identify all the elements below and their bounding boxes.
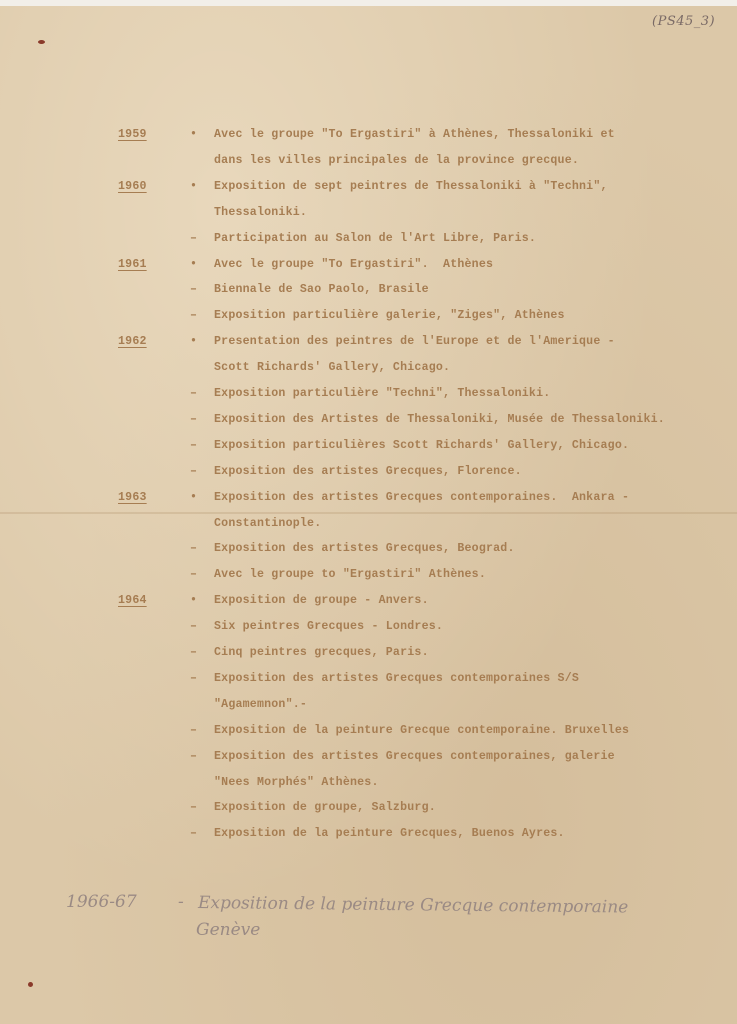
reference-code: (PS45_3)	[652, 14, 716, 29]
bullet-mark: •	[190, 335, 198, 349]
bullet-mark: •	[190, 257, 198, 271]
dash-mark: –	[190, 801, 198, 815]
dash-mark: –	[190, 671, 198, 685]
dash-mark: –	[190, 620, 198, 634]
entry-text-line: Constantinople.	[214, 516, 322, 530]
dash-mark: –	[190, 723, 198, 737]
dash-mark: –	[190, 646, 198, 659]
entry-text-line: "Agamemnon".-	[214, 697, 308, 711]
entry-text-line: Exposition de sept peintres de Thessaloniki à "Techni",	[214, 179, 608, 193]
entry-text-line: Biennale de Sao Paolo, Brasile	[214, 283, 429, 297]
scan-border	[0, 0, 737, 6]
year-label: 1964	[118, 594, 147, 608]
handwritten-year: 1966-67	[66, 892, 137, 912]
bullet-mark: •	[190, 128, 198, 141]
entry-text-line: dans les villes principales de la province grecque.	[214, 153, 580, 167]
dash-mark: –	[190, 827, 198, 841]
year-label: 1959	[118, 128, 147, 141]
entry-text-line: Scott Richards' Gallery, Chicago.	[214, 361, 451, 375]
dash-mark: –	[190, 464, 198, 478]
entry-text-line: Cinq peintres grecques, Paris.	[214, 646, 429, 659]
ink-speck	[38, 40, 45, 44]
entry-text-line: Exposition particulières Scott Richards' Gallery, Chicago.	[214, 438, 630, 452]
entry-text-line: "Nees Morphés" Athènes.	[214, 775, 379, 789]
dash-mark: –	[190, 438, 198, 452]
entry-text-line: Exposition des artistes Grecques contemporaines. Ankara -	[214, 490, 630, 504]
bullet-mark: •	[190, 594, 198, 608]
entry-text-line: Avec le groupe "To Ergastiri". Athènes	[214, 257, 494, 271]
entry-text-line: Exposition des artistes Grecques, Florence.	[214, 464, 522, 478]
entry-text-line: Exposition des artistes Grecques contemporaines, galerie	[214, 749, 615, 763]
bullet-mark: •	[190, 490, 198, 504]
dash-mark: –	[190, 412, 198, 426]
year-label: 1960	[118, 179, 147, 193]
entry-text-line: Avec le groupe "To Ergastiri" à Athènes, Thessaloniki et	[214, 128, 615, 141]
handwritten-dash: -	[178, 892, 184, 912]
entry-text-line: Participation au Salon de l'Art Libre, Paris.	[214, 231, 537, 245]
dash-mark: –	[190, 283, 198, 297]
handwritten-line-2: Genève	[196, 920, 261, 940]
year-label: 1962	[118, 335, 147, 349]
entry-text-line: Exposition particulière "Techni", Thessaloniki.	[214, 387, 551, 400]
entry-text-line: Exposition de la peinture Grecque contemporaine. Bruxelles	[214, 723, 630, 737]
bullet-mark: •	[190, 179, 198, 193]
ink-speck	[28, 982, 33, 987]
entry-text-line: Avec le groupe to "Ergastiri" Athènes.	[214, 568, 486, 582]
dash-mark: –	[190, 542, 198, 556]
entry-text-line: Presentation des peintres de l'Europe et de l'Amerique -	[214, 335, 615, 349]
entry-text-line: Exposition des Artistes de Thessaloniki, Musée de Thessaloniki.	[214, 412, 665, 426]
dash-mark: –	[190, 387, 198, 400]
entry-text-line: Exposition de la peinture Grecques, Buenos Ayres.	[214, 827, 565, 841]
fold-crease	[0, 512, 737, 514]
entry-text-line: Exposition des artistes Grecques, Beograd.	[214, 542, 515, 556]
dash-mark: –	[190, 309, 198, 323]
entry-text-line: Exposition de groupe, Salzburg.	[214, 801, 436, 815]
entry-text-line: Thessaloniki.	[214, 205, 308, 219]
year-label: 1961	[118, 257, 147, 271]
entry-text-line: Six peintres Grecques - Londres.	[214, 620, 444, 634]
entry-text-line: Exposition particulière galerie, "Ziges", Athènes	[214, 309, 565, 323]
entry-text-line: Exposition de groupe - Anvers.	[214, 594, 429, 608]
dash-mark: –	[190, 568, 198, 582]
year-label: 1963	[118, 490, 147, 504]
dash-mark: –	[190, 749, 198, 763]
entry-text-line: Exposition des artistes Grecques contemporaines S/S	[214, 671, 580, 685]
dash-mark: –	[190, 231, 198, 245]
handwritten-line-1: Exposition de la peinture Grecque contemporaine	[197, 893, 629, 918]
